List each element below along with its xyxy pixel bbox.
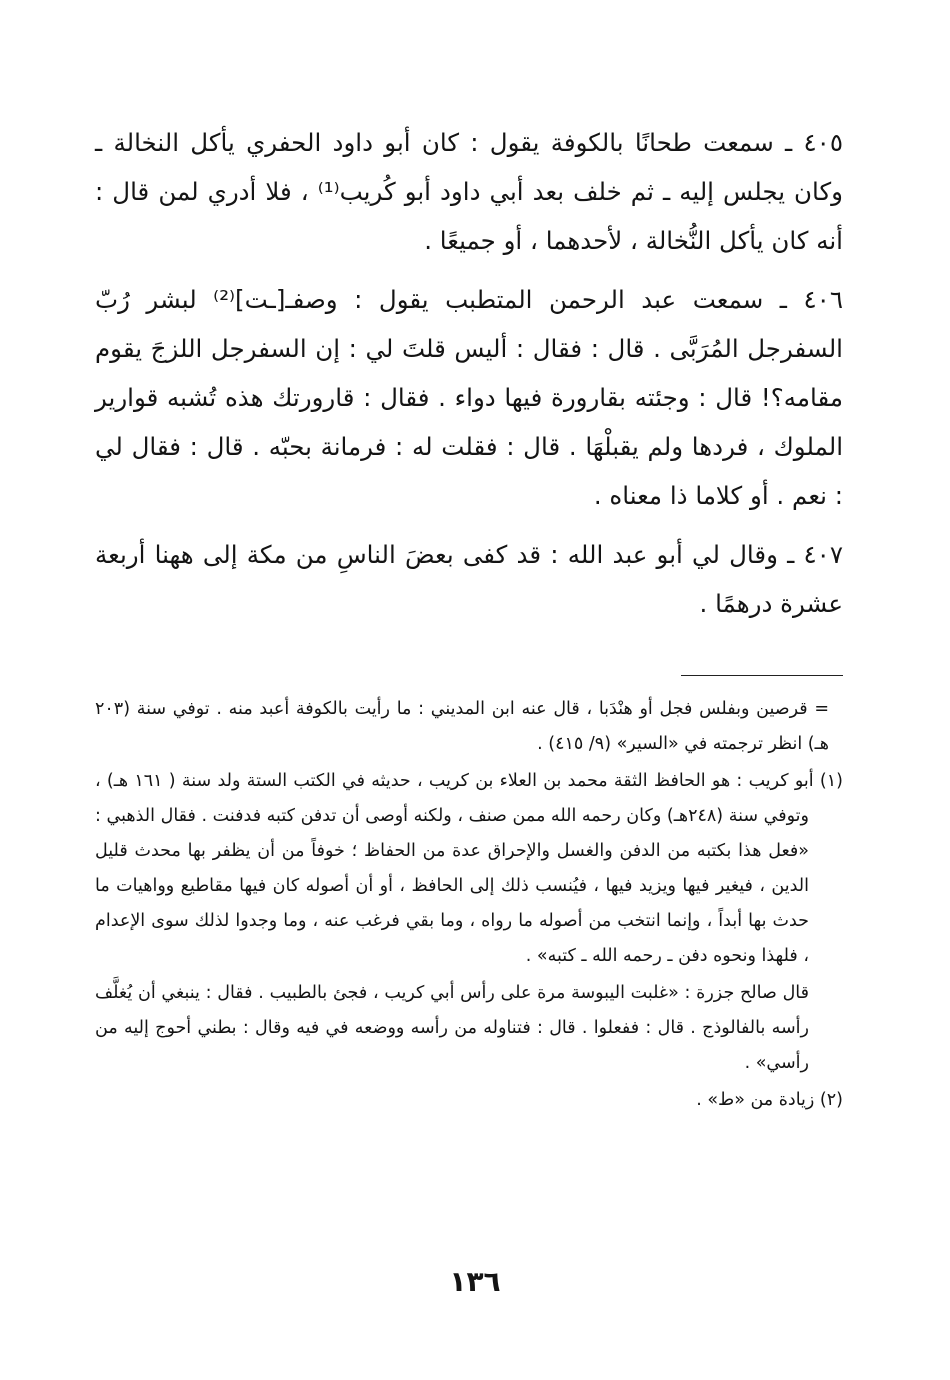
main-text bbox=[95, 118, 843, 638]
paragraph-407: ٤٠٧ ـ وقال لي أبو عبد الله : قد كفى بعضَ الناسِ من مكة إلى ههنا أربعة عشرة درهمًا . bbox=[95, 540, 843, 618]
paragraph-405: ٤٠٥ ـ سمعت طحانًا بالكوفة يقول : كان أبو داود الحفري يأكل النخالة ـ وكان يجلس إليه ـ ثم خلف بعد أبي داود أبو كُريب⁽¹⁾ ، فلا أدري لمن قال : أنه كان يأكل النُّخالة ، لأحدهما ، أو جميعًا . bbox=[95, 128, 844, 255]
footnote-separator bbox=[681, 675, 843, 676]
footnote-1-continued: قال صالح جزرة : «غلبت اليبوسة مرة على رأس أبي كريب ، فجئ بالطبيب . فقال : ينبغي أن يُغلَّف رأسه بالفالوذج . قال : ففعلوا . قال : فتناوله من رأسه ووضعه في فيه وقال : بطني أحوج إليه من رأسي» . bbox=[95, 983, 809, 1073]
page-number: ١٣٦ bbox=[449, 1265, 501, 1298]
footnote-2: (٢) زيادة من «ط» . bbox=[696, 1090, 843, 1110]
footnote-continuation: = قرصين وبفلس فجل أو هنْدَبا ، قال عنه ابن المديني : ما رأيت بالكوفة أعبد منه . توفي سنة (٢٠٣ هـ) انظر ترجمته في «السير» (٩/ ٤١٥) . bbox=[95, 699, 829, 754]
footnotes bbox=[95, 692, 843, 1120]
footnote-1: (١) أبو كريب : هو الحافظ الثقة محمد بن العلاء بن كريب ، حديثه في الكتب الستة ولد سنة ( ١٦١ هـ) ، وتوفي سنة (٢٤٨هـ) وكان رحمه الله ممن صنف ، ولكنه أوصى أن تدفن كتبه فدفنت . فقال الذهبي : «فعل هذا بكتبه من الدفن والغسل والإحراق عدة من الحفاظ ؛ خوفاً من أن يظفر بها محدث قليل الدين ، فيغير فيها ويزيد فيها ، فيُنسب ذلك إلى الحافظ ، أو أن أصوله كان فيها مقاطيع وواهيات ما حدث بها أبداً ، وإنما انتخب من أصوله ما رواه ، وما بقي فرغب عنه ، وما وجدوا لذلك سوى الإعدام ، فلهذا ونحوه دفن ـ رحمه الله ـ كتبه» . bbox=[95, 771, 843, 966]
paragraph-406: ٤٠٦ ـ سمعت عبد الرحمن المتطبب يقول : وصفـ[ـت]⁽²⁾ لبشر رُبّ السفرجل المُرَبَّى . قال : فقال : أليس قلتَ لي : إن السفرجل اللزجَ يقوم مقامه؟! قال : وجئته بقارورة فيها دواء . فقال : قارورتك هذه تُشبه قوارير الملوك ، فردها ولم يقبلْهَا . قال : فقلت له : فرمانة بحبّه . قال : فقال لي : نعم . أو كلاما ذا معناه . bbox=[95, 285, 843, 510]
